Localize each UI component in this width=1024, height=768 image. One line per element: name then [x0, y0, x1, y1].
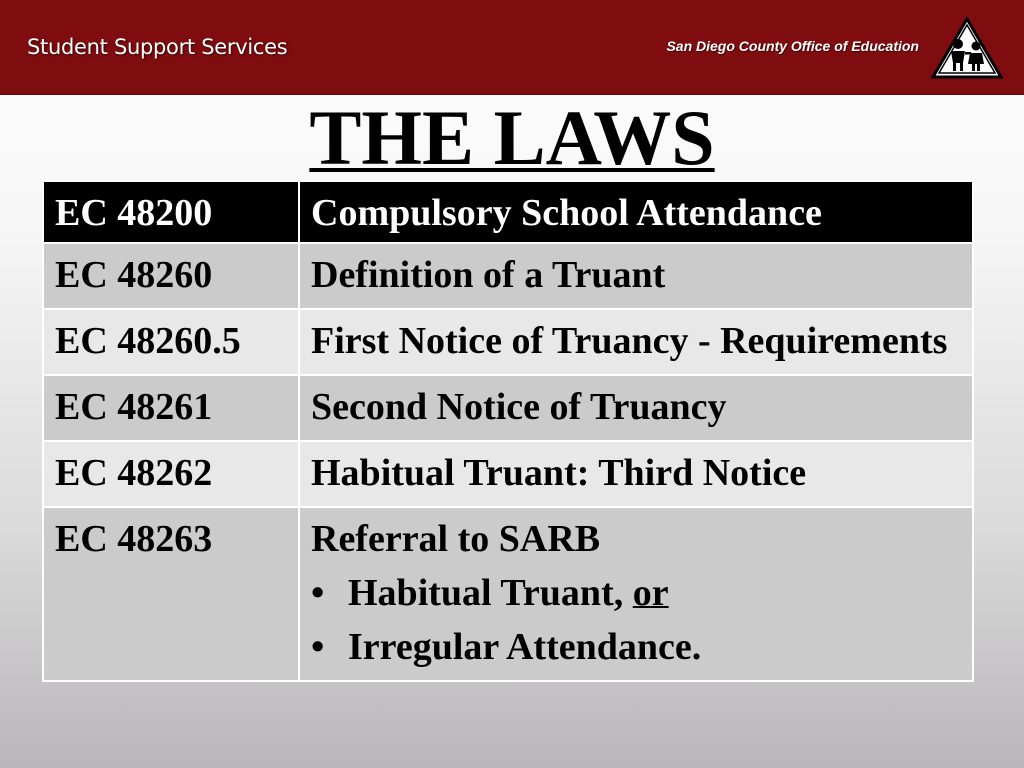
table-row	[43, 181, 973, 243]
law-description-cell: First Notice of Truancy - Requirements	[299, 309, 973, 375]
law-code-cell: EC 48261	[43, 375, 299, 441]
bullet-emphasis: or	[632, 572, 669, 614]
law-description-cell: Habitual Truant: Third Notice	[299, 441, 973, 507]
header-org-unit: Student Support Services	[27, 35, 288, 59]
bullet-text: Habitual Truant,	[348, 572, 633, 614]
page-title-text: THE LAWS	[309, 94, 715, 181]
page-title	[0, 92, 1024, 184]
table-row	[43, 441, 973, 507]
school-children-logo-icon	[930, 16, 1004, 80]
law-code-cell: EC 48200	[43, 181, 299, 243]
law-description-cell: Definition of a Truant	[299, 243, 973, 309]
law-description-cell: Second Notice of Truancy	[299, 375, 973, 441]
law-code-cell: EC 48260	[43, 243, 299, 309]
law-description-cell	[299, 507, 973, 681]
bullet-icon: •	[311, 572, 325, 614]
law-code-cell: EC 48260.5	[43, 309, 299, 375]
table-row	[43, 375, 973, 441]
table-row	[43, 309, 973, 375]
law-description-cell: Compulsory School Attendance	[299, 181, 973, 243]
law-description-text: Referral to SARB	[311, 518, 601, 560]
list-item	[311, 620, 972, 674]
header-bar	[0, 0, 1024, 95]
law-code-cell: EC 48262	[43, 441, 299, 507]
list-item	[311, 566, 972, 620]
table-row	[43, 507, 973, 681]
laws-table	[42, 180, 974, 682]
bullet-list	[311, 566, 972, 674]
table-row	[43, 243, 973, 309]
bullet-text: Irregular Attendance.	[348, 626, 702, 668]
header-organization-name: San Diego County Office of Education	[666, 38, 919, 54]
bullet-icon: •	[311, 626, 325, 668]
law-code-cell: EC 48263	[43, 507, 299, 681]
